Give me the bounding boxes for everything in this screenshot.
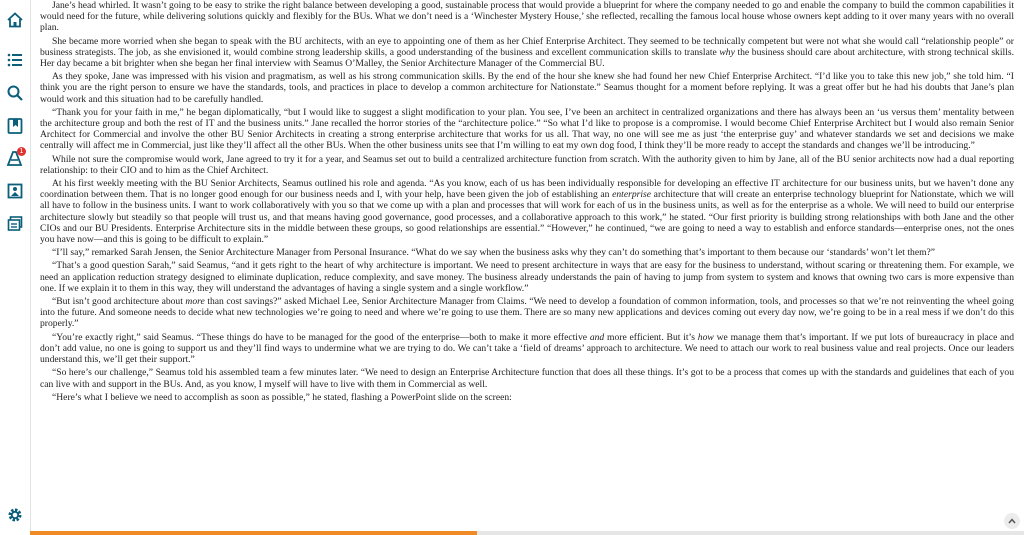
- search-icon: [6, 84, 24, 102]
- paragraph: [40, 36, 1014, 70]
- paragraph-text: “But isn’t good architecture about: [52, 296, 186, 308]
- paragraph-text: the business should care about architecture, with strong technical skills. Her day became a bit brighter when she began her final interview with Seamus O’Malley, the Senior Architecture Manager of the Commercial BU.: [40, 46, 1014, 70]
- paragraph-text: As they spoke, Jane was impressed with his vision and pragmatism, as well as his strong communication skills. By the end of the hour she knew she had found her new Chief Enterprise Architect. “I’d like you to take this new job,” she told him. “I think you are the right person to ensure we have the standards, tools, and practices in place to develop a common architecture for Nationstate.” Seamus thought for a moment before replying. It was a great offer but he had his doubts that Jane’s plan would work and this situation had to be carefully handled.: [40, 71, 1014, 105]
- emphasis-text: why: [719, 46, 735, 58]
- home-button[interactable]: [3, 8, 27, 32]
- paragraph-text: “Here’s what I believe we need to accomplish as soon as possible,” he stated, flashing a PowerPoint slide on the screen:: [52, 391, 512, 403]
- paragraph-text: “So here’s our challenge,” Seamus told his assembled team a few minutes later. “We need to design an Enterprise Architecture function that does all these things. It’s got to be a process that comes up with the standards and guidelines that each of you can live with and support in the BUs. And, as you know, I myself will have to live with them in Commercial as well.: [40, 367, 1014, 390]
- paragraph: [40, 296, 1014, 330]
- paragraph: [40, 332, 1014, 366]
- paragraph-text: While not sure the compromise would work, Jane agreed to try it for a year, and Seamus set out to build a centralized architecture function from scratch. With the authority given to him by Jane, all of the BU senior architects now had a dual reporting relationship: to their CIO and to him as the Chief Architect.: [40, 153, 1014, 176]
- gear-icon: [6, 506, 24, 524]
- paragraph: [40, 0, 1014, 34]
- emphasis-text: and: [589, 331, 605, 343]
- paragraph: [40, 260, 1014, 294]
- settings-button[interactable]: [3, 503, 27, 527]
- paragraph: [40, 154, 1014, 176]
- flashcards-button[interactable]: [3, 212, 27, 236]
- home-icon: [6, 11, 24, 29]
- toc-icon: [6, 51, 24, 69]
- toc-button[interactable]: [3, 48, 27, 72]
- paragraph: [40, 178, 1014, 245]
- search-button[interactable]: [3, 81, 27, 105]
- paragraph-text: She became more worried when she began to speak with the BU architects, with an eye to appointing one of them as her Chief Enterprise Architect. They seemed to be technically competent but were not what she would call “relationship people” or business strategists. The job, as she envisioned it, would combine strong leadership skills, a good understanding of the business and excellent communication skills to translate: [40, 35, 1014, 58]
- paragraph-text: Jane’s head whirled. It wasn’t going to be easy to strike the right balance between developing a good, sustainable process that would provide a blueprint for where the company needed to go and enable the company to build the common capabilities it would need for the future, while delivering solutions quickly and flexibly for the BUs. What we don’t need is a ‘Winchester Mystery House,’ she reflected, recalling the famous local house whose owners kept adding to it over many years with no overall plan.: [40, 0, 1014, 34]
- image-icon: [6, 182, 24, 200]
- book-content: [40, 0, 1014, 531]
- highlights-button[interactable]: [3, 146, 27, 170]
- paragraph-text: than cost savings?” asked Michael Lee, Senior Architecture Manager from Claims. “We need to develop a foundation of common information, tools, and processes so that we’re not reinventing the wheel going into the future. And someone needs to decide what new technologies we’re going to need and where we’re going to use them. There are so many new applications and devices coming out every day now, we’re going to be in a real mess if we don’t do this properly.”: [40, 296, 1014, 330]
- paragraph-text: “Thank you for your faith in me,” he began diplomatically, “but I would like to suggest a slight modification to your plan. You see, I’ve been an architect in centralized organizations and there has always been an ‘us versus them’ mentality between the architecture group and both the rest of IT and the business units.” Jane recalled the horror stories of the “architecture police.” “So what I’d like to propose is a compromise. I would become Chief Enterprise Architect but I would also remain Senior Architect for Commercial and involve the other BU Senior Architects in creating a strong enterprise architecture that works for us all. That way, no one will see me as just ‘the enterprise guy’ and whatever standards we set and decisions we make centrally will affect me in Commercial, just like they’ll affect all the other BUs. When the other business units see that I’m willing to eat my own dog food, I think they’ll be more ready to accept the standards and changes we’ll be introducing.”: [40, 106, 1014, 152]
- paragraph-text: we manage them that’s important. If we put lots of bureaucracy in place and don’t add value, no one is going to support us and they’ll find ways to undermine what we are trying to do. We can’t take a ‘field of dreams’ approach to architecture. We need to attach our work to real business value and real projects. Once our leaders understand this, we’ll get their support.”: [40, 331, 1014, 366]
- paragraph: [40, 367, 1014, 389]
- emphasis-text: enterprise: [612, 189, 652, 201]
- paragraph: [40, 392, 1014, 403]
- paragraph: [40, 107, 1014, 152]
- paragraph-text: architecture that will create an enterprise technology blueprint for Nationstate, which we will all have to follow in the business units. I want to work collaboratively with you so that we come up with a plan and processes that will work for each of us in the business units, as well as for the enterprise as a whole. We will need to build our enterprise architecture slowly but steadily so that people will trust us, and that means having good governance, good processes, and a collaborative approach to this work,” he stated. “Our first priority is building strong relationships with both Jane and the other CIOs and our BU Presidents. Enterprise Architecture sits in the middle between these groups, so good relationships are essential.” “However,” he continued, “we are going to need a way to establish and enforce standards—enterprise ones, not the ones you have now—and this is going to be difficult to explain.”: [40, 189, 1014, 246]
- emphasis-text: how: [697, 331, 714, 343]
- bookmark-button[interactable]: [3, 114, 27, 138]
- scroll-to-top-button[interactable]: [1004, 513, 1020, 529]
- cards-icon: [6, 215, 24, 233]
- emphasis-text: more: [185, 296, 205, 308]
- bookmark-icon: [6, 117, 24, 135]
- paragraph: [40, 247, 1014, 258]
- reading-progress-bar: [30, 531, 1024, 535]
- sidebar: [0, 0, 31, 535]
- paragraph-text: more efficient. But it’s: [604, 331, 698, 343]
- paragraph-text: “You’re exactly right,” said Seamus. “These things do have to be managed for the good of the enterprise—both to make it more effective: [52, 331, 590, 343]
- paragraph-text: At his first weekly meeting with the BU Senior Architects, Seamus outlined his role and agenda. “As you know, each of us has been individually responsible for developing an effective IT architecture for our business units, but we haven’t done any coordination between them. That is no longer good enough for our business needs and I, with your help, have been given the job of establishing an: [40, 178, 1014, 201]
- media-button[interactable]: [3, 179, 27, 203]
- notification-badge: 1: [17, 147, 26, 156]
- paragraph: [40, 71, 1014, 105]
- paragraph-text: “That’s a good question Sarah,” said Seamus, “and it gets right to the heart of why architecture is important. We need to present architecture in ways that are easy for the business to understand, without scaring or threatening them. For example, we need an application reduction strategy designed to eliminate duplication, reduce complexity, and save money. The business already understands the pain of having to jump from system to system and knows that owning two cars is more expensive than one. If we explain it to them in this way, they will understand the advantages of having a single system and a single workflow.”: [40, 260, 1014, 294]
- chevron-up-icon: [1007, 516, 1017, 526]
- paragraph-text: “I’ll say,” remarked Sarah Jensen, the Senior Architecture Manager from Personal Insurance. “What do we say when the business asks why they can’t do something that’s important to them because our ‘standards’ won’t let them?”: [52, 247, 936, 259]
- reading-progress-fill: [30, 531, 477, 535]
